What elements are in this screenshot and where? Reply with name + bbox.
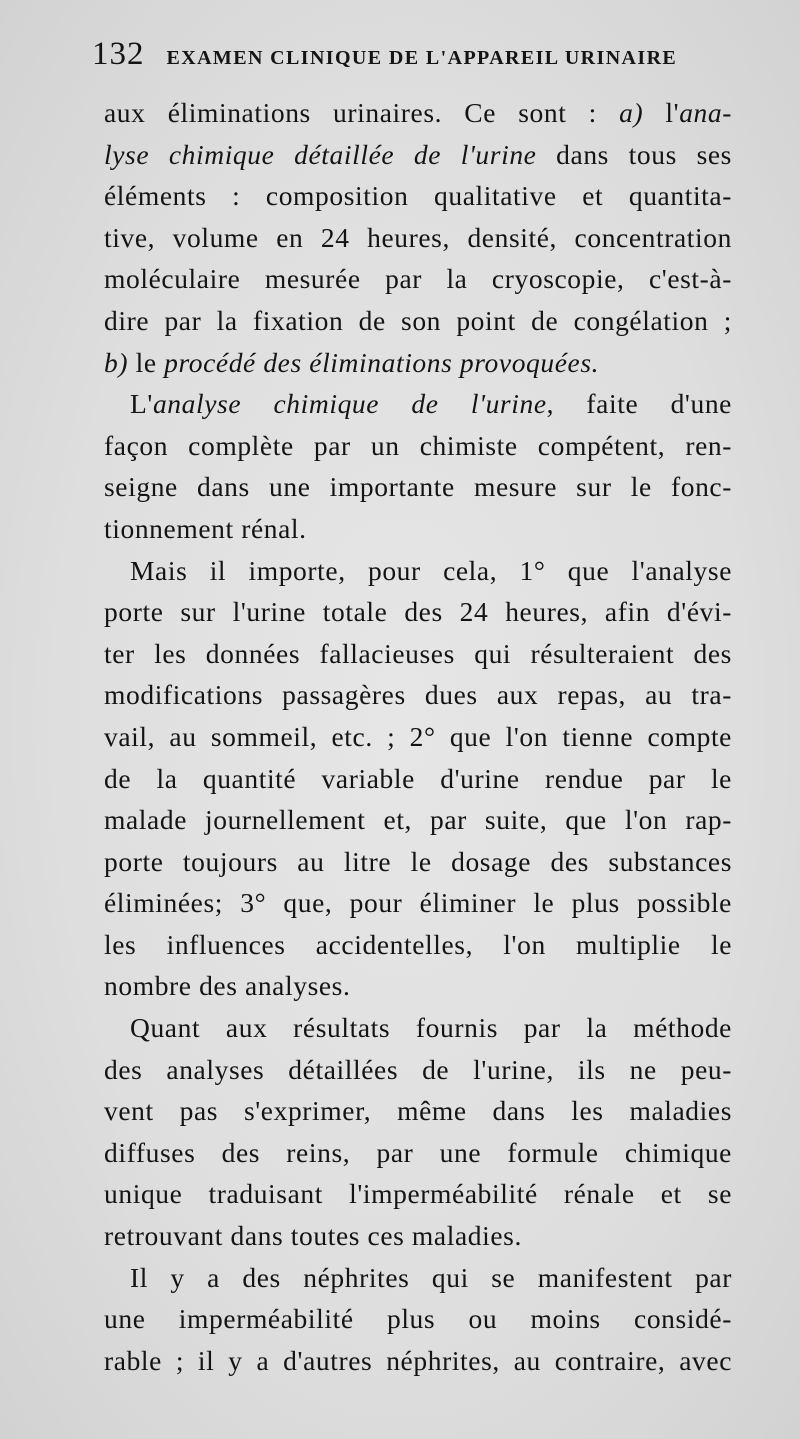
text-line	[104, 383, 732, 425]
text-segment: ter les données fallacieuses qui résulteraient des	[104, 637, 732, 669]
running-title: EXAMEN CLINIQUE DE L'APPAREIL URINAIRE	[166, 47, 678, 69]
text-line	[104, 1298, 732, 1340]
text-line	[104, 550, 732, 592]
text-line	[104, 258, 732, 300]
text-segment: tionnement rénal.	[104, 512, 307, 544]
italic-text: lyse chimique détaillée de l'urine	[104, 138, 537, 170]
text-segment: tive, volume en 24 heures, densité, concentration	[104, 221, 732, 253]
text-line	[104, 965, 732, 1007]
text-segment: éléments : composition qualitative et quantita-	[104, 180, 732, 212]
text-segment: Quant aux résultats fournis par la méthode	[130, 1012, 732, 1044]
text-segment: , faite d'une	[546, 388, 732, 420]
text-segment: une imperméabilité plus ou moins considé-	[104, 1303, 732, 1335]
text-line	[104, 425, 732, 467]
text-line	[104, 1007, 732, 1049]
page-number: 132	[92, 36, 145, 72]
text-segment: l'	[643, 97, 680, 128]
text-segment: dire par la fixation de son point de congélation ;	[104, 304, 732, 336]
text-segment: les influences accidentelles, l'on multiplie le	[104, 928, 732, 960]
text-line	[104, 841, 732, 883]
text-segment: Mais il importe, pour cela, 1° que l'analyse	[130, 554, 732, 586]
text-line	[104, 633, 732, 675]
text-segment: L'	[130, 388, 153, 420]
text-line	[104, 466, 732, 508]
italic-text: analyse chimique de l'urine	[152, 388, 547, 420]
text-line	[104, 217, 732, 259]
text-segment: façon complète par un chimiste compétent, ren-	[104, 429, 732, 461]
text-segment: nombre des analyses.	[104, 970, 351, 1002]
text-line	[104, 716, 732, 758]
text-segment: retrouvant dans toutes ces maladies.	[104, 1220, 522, 1252]
page-header	[92, 36, 732, 86]
text-line	[104, 300, 732, 342]
text-line	[104, 134, 732, 176]
text-segment: aux éliminations urinaires. Ce sont :	[104, 97, 620, 128]
text-line	[104, 342, 732, 384]
text-segment: unique traduisant l'imperméabilité rénale et se	[104, 1178, 732, 1210]
italic-text: b)	[104, 346, 129, 378]
text-line	[104, 1340, 732, 1382]
text-segment: vent pas s'exprimer, même dans les maladies	[104, 1095, 732, 1127]
text-line	[104, 1257, 732, 1299]
text-line	[104, 799, 732, 841]
text-segment: rable ; il y a d'autres néphrites, au contraire, avec	[104, 1344, 732, 1376]
italic-text: procédé des éliminations provoquées.	[164, 346, 600, 378]
text-line	[104, 1090, 732, 1132]
text-segment: vail, au sommeil, etc. ; 2° que l'on tienne compte	[104, 720, 732, 752]
text-line	[104, 674, 732, 716]
text-line	[104, 1132, 732, 1174]
text-segment: porte toujours au litre le dosage des substances	[104, 845, 732, 877]
text-line	[104, 508, 732, 550]
text-line	[104, 1173, 732, 1215]
text-segment: malade journellement et, par suite, que l'on rap-	[104, 804, 732, 836]
text-segment: le	[128, 346, 165, 378]
italic-text: a)	[619, 97, 644, 128]
text-line	[104, 1215, 732, 1257]
text-segment: porte sur l'urine totale des 24 heures, afin d'évi-	[104, 596, 732, 628]
text-segment: Il y a des néphrites qui se manifestent par	[130, 1261, 732, 1293]
text-segment: modifications passagères dues aux repas, au tra-	[104, 679, 732, 711]
text-line	[104, 758, 732, 800]
text-segment: moléculaire mesurée par la cryoscopie, c'est-à-	[104, 263, 732, 295]
text-segment: diffuses des reins, par une formule chimique	[104, 1136, 732, 1168]
text-line	[104, 92, 732, 134]
body-text	[104, 92, 732, 1381]
text-segment: des analyses détaillées de l'urine, ils ne peu-	[104, 1053, 732, 1085]
text-segment: de la quantité variable d'urine rendue par le	[104, 762, 732, 794]
italic-text: ana-	[679, 97, 732, 128]
text-line	[104, 591, 732, 633]
text-segment: seigne dans une importante mesure sur le fonc-	[104, 471, 732, 503]
text-segment: éliminées; 3° que, pour éliminer le plus possible	[104, 887, 732, 919]
text-line	[104, 882, 732, 924]
text-line	[104, 1049, 732, 1091]
text-line	[104, 175, 732, 217]
text-segment: dans tous ses	[536, 138, 732, 170]
text-line	[104, 924, 732, 966]
